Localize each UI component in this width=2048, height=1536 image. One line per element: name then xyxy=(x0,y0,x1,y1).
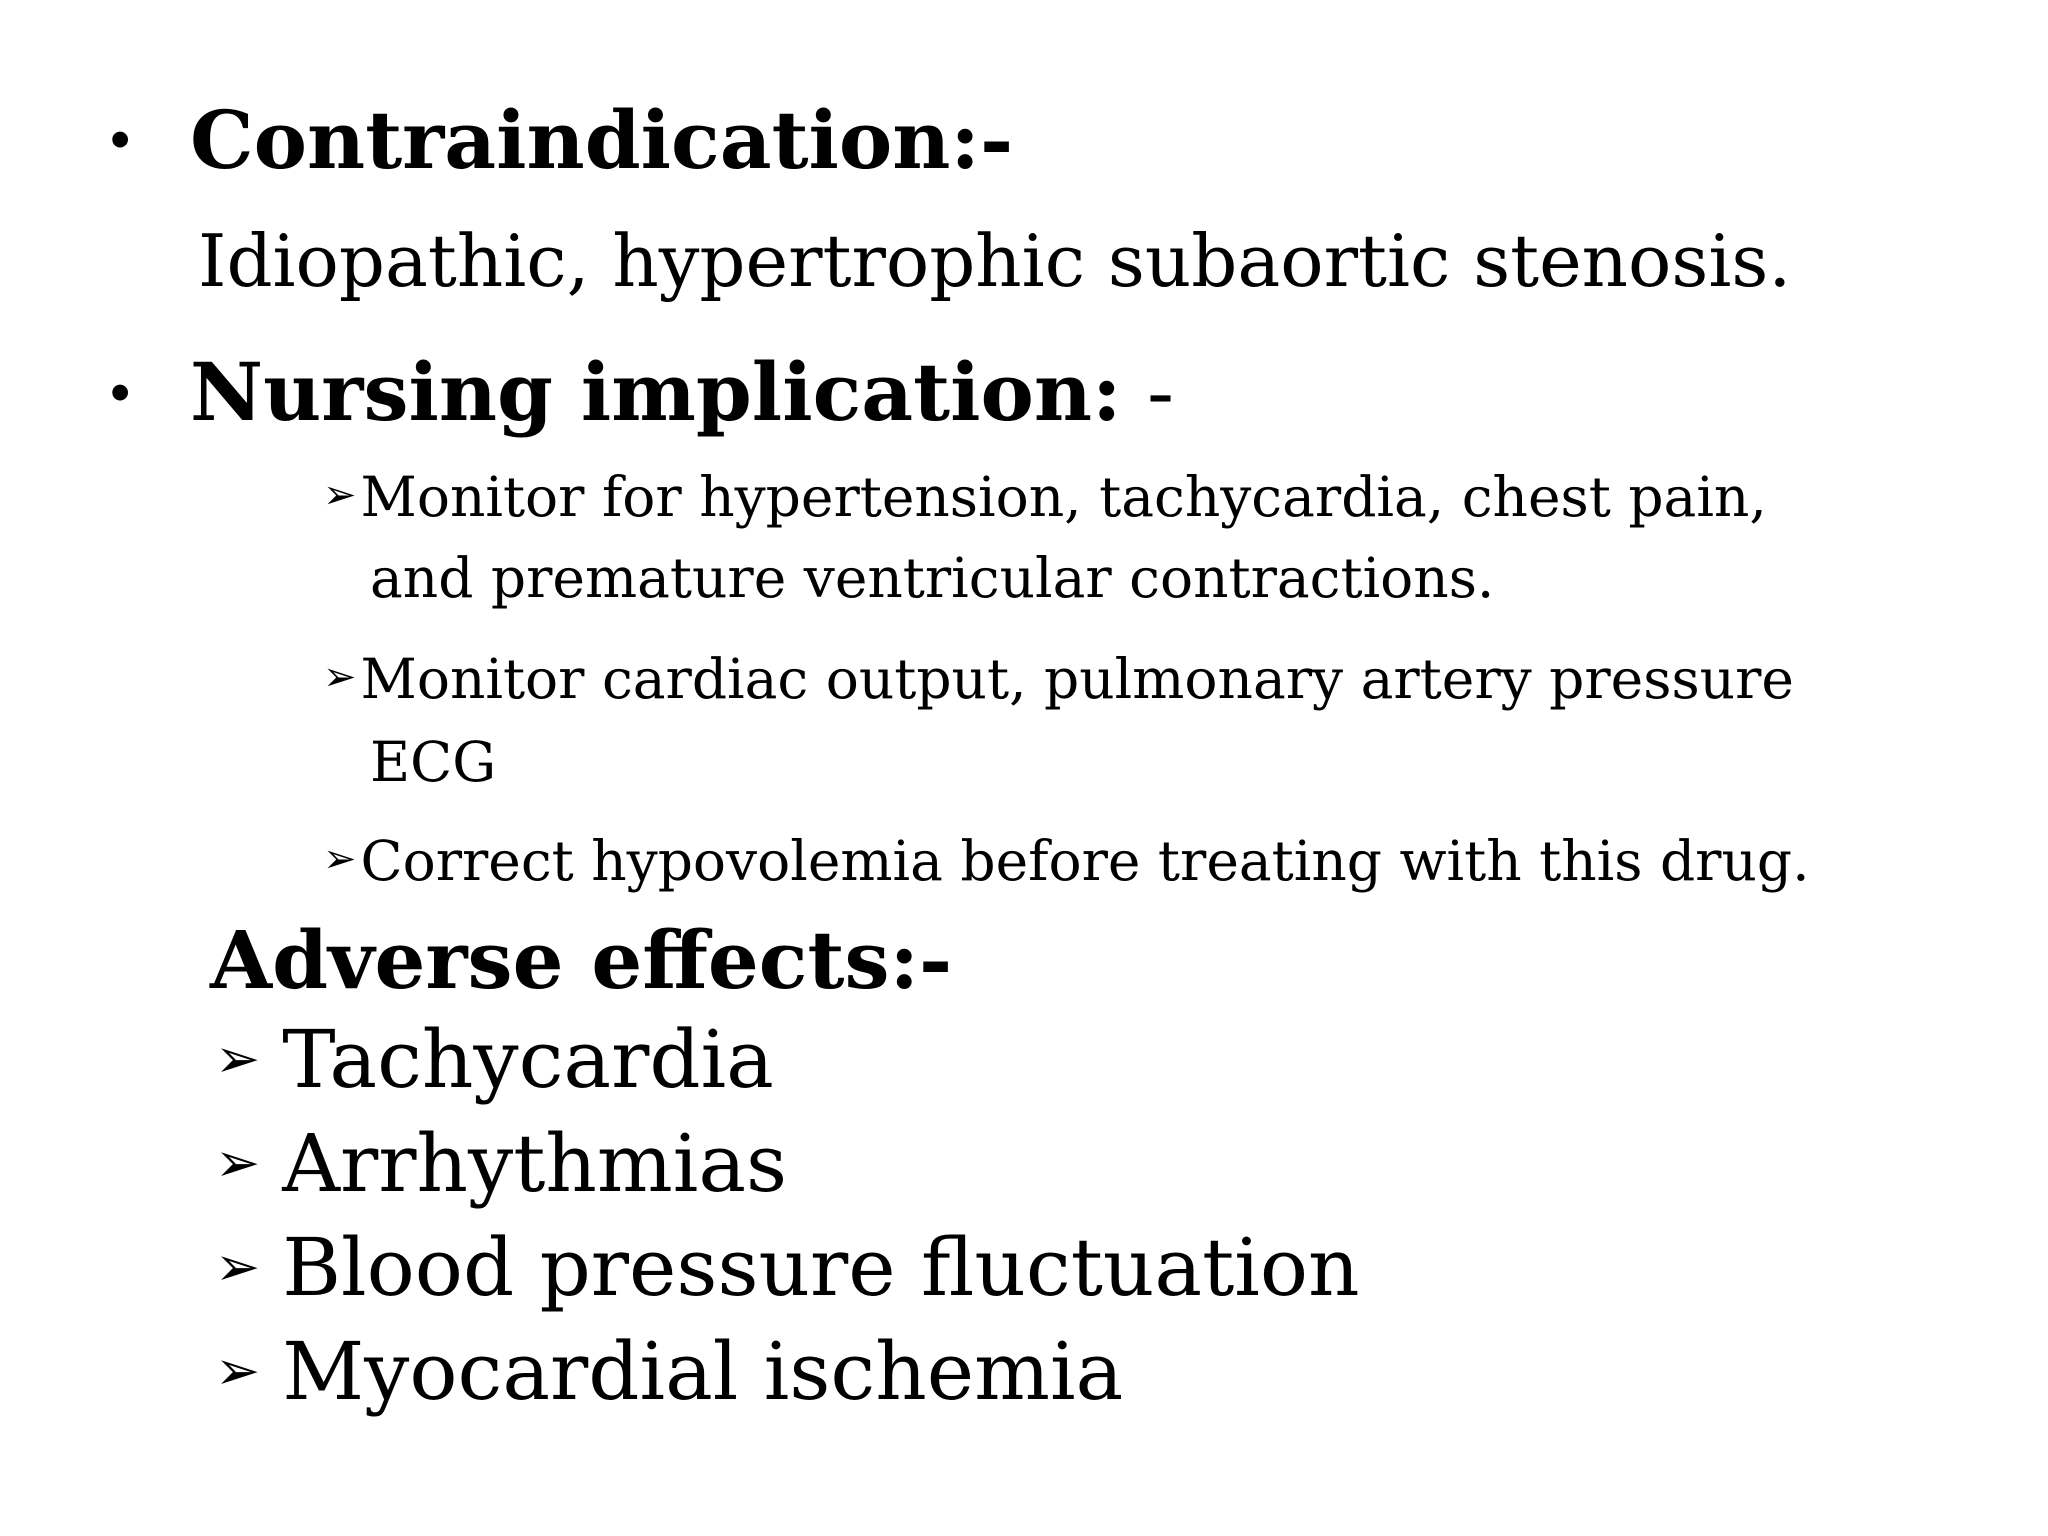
nursing-heading xyxy=(190,345,1174,439)
nursing-heading-suffix: - xyxy=(1121,346,1174,439)
nursing-item-1-line-2: and premature ventricular contractions. xyxy=(370,546,1495,610)
contraindication-heading: Contraindication:- xyxy=(190,93,1014,187)
adverse-item-3 xyxy=(215,1221,1360,1314)
adverse-item-1-text: Tachycardia xyxy=(282,1013,774,1106)
arrow-bullet-icon: ➢ xyxy=(323,472,357,518)
arrow-bullet-icon: ➢ xyxy=(323,836,357,882)
adverse-heading: Adverse effects:- xyxy=(210,913,953,1007)
adverse-item-1 xyxy=(215,1013,774,1106)
nursing-item-3-text-1: Correct hypovolemia before treating with this drug. xyxy=(360,829,1810,893)
nursing-heading-main: Nursing implication: xyxy=(190,345,1122,439)
arrow-bullet-icon: ➢ xyxy=(215,1131,261,1194)
nursing-item-1-line-1 xyxy=(323,465,1767,529)
nursing-item-2-line-1 xyxy=(323,647,1794,711)
contraindication-text: Idiopathic, hypertrophic subaortic stenosis. xyxy=(198,219,1792,303)
arrow-bullet-icon: ➢ xyxy=(323,654,357,700)
nursing-item-3-line-1 xyxy=(323,829,1810,893)
nursing-item-2-line-2: ECG xyxy=(370,730,497,794)
nursing-item-1-text-1: Monitor for hypertension, tachycardia, chest pain, xyxy=(360,465,1767,529)
adverse-item-2-text: Arrhythmias xyxy=(282,1117,788,1210)
arrow-bullet-icon: ➢ xyxy=(215,1027,261,1090)
bullet-dot-icon: • xyxy=(110,360,131,425)
adverse-item-2 xyxy=(215,1117,788,1210)
arrow-bullet-icon: ➢ xyxy=(215,1235,261,1298)
adverse-item-4 xyxy=(215,1325,1124,1418)
adverse-item-4-text: Myocardial ischemia xyxy=(282,1325,1124,1418)
arrow-bullet-icon: ➢ xyxy=(215,1339,261,1402)
adverse-item-3-text: Blood pressure fluctuation xyxy=(282,1221,1360,1314)
nursing-item-2-text-1: Monitor cardiac output, pulmonary artery pressure xyxy=(360,647,1794,711)
bullet-dot-icon: • xyxy=(110,107,131,172)
